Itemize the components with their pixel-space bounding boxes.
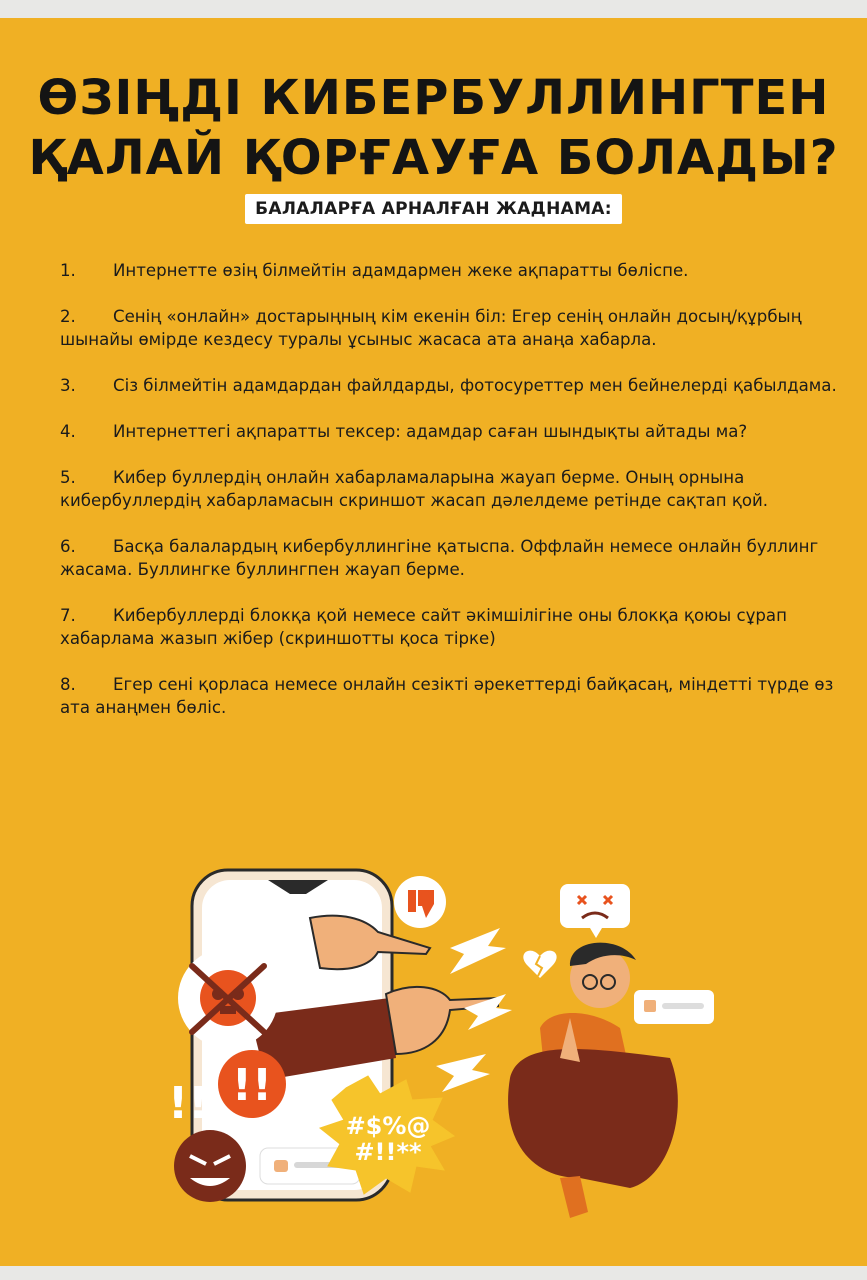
alert-text: !! [231, 1060, 273, 1111]
subtitle-badge: БАЛАЛАРҒА АРНАЛҒАН ЖАДНАМА: [245, 194, 622, 224]
item-text: Басқа балалардың кибербуллингіне қатыспа. Оффлайн немесе онлайн буллинг жасама. Буллингке буллингпен жауап берме. [60, 537, 819, 579]
alert-icon [218, 1050, 286, 1118]
item-text: Кибербуллерді блокқа қой немесе сайт әкімшілігіне оны блокқа қоюы сұрап хабарлама жазып жібер (скриншотты қоса тірке) [60, 606, 787, 648]
swear-line-1: #$%@ [345, 1112, 431, 1140]
list-item [60, 466, 840, 512]
item-text: Сіз білмейтін адамдардан файлдарды, фотосуреттер мен бейнелерді қабылдама. [113, 376, 837, 395]
evil-face-icon [174, 1130, 246, 1202]
title-line-2: ҚАЛАЙ ҚОРҒАУҒА БОЛАДЫ? [28, 130, 839, 186]
broken-heart-icon [523, 951, 556, 978]
item-number: 8. [60, 675, 76, 694]
title-line-1: ӨЗІҢДІ КИБЕРБУЛЛИНГТЕН [37, 70, 830, 126]
skull-icon [178, 948, 278, 1048]
message-bubble-icon [634, 990, 714, 1024]
item-number: 3. [60, 376, 76, 395]
item-number: 6. [60, 537, 76, 556]
item-number: 5. [60, 468, 76, 487]
item-text: Интернеттегі ақпаратты тексер: адамдар саған шындықты айтады ма? [113, 422, 748, 441]
poster [0, 18, 867, 1266]
item-number: 7. [60, 606, 76, 625]
page-title [0, 68, 867, 188]
exclaim-text: !! [168, 1078, 209, 1129]
list-item [60, 535, 840, 581]
subtitle-wrap [0, 194, 867, 224]
list-item [60, 420, 840, 443]
list-item [60, 673, 840, 719]
item-number: 4. [60, 422, 76, 441]
list-item [60, 374, 840, 397]
sad-face-icon [560, 884, 630, 938]
item-number: 1. [60, 261, 76, 280]
list-item [60, 604, 840, 650]
item-text: Кибер буллердің онлайн хабарламаларына жауап берме. Оның орнына кибербуллердің хабарламасын скриншот жасап дәлелдеме ретінде сақтап қой. [60, 468, 769, 510]
item-number: 2. [60, 307, 76, 326]
tips-list [60, 259, 840, 742]
sad-person-icon [508, 943, 678, 1218]
item-text: Егер сені қорласа немесе онлайн сезікті әрекеттерді байқасаң, міндетті түрде өз ата анаңмен бөліс. [60, 675, 834, 717]
list-item [60, 259, 840, 282]
list-item [60, 305, 840, 351]
cyberbullying-illustration [150, 848, 750, 1228]
item-text: Сенің «онлайн» достарыңның кім екенін біл: Егер сенің онлайн досың/құрбың шынайы өмірде кездесу туралы ұсыныс жасаса ата анаңа хабарла. [60, 307, 802, 349]
item-text: Интернетте өзің білмейтін адамдармен жеке ақпаратты бөліспе. [113, 261, 689, 280]
thumbs-down-icon [394, 876, 446, 928]
swear-line-2: #!!** [354, 1138, 422, 1166]
